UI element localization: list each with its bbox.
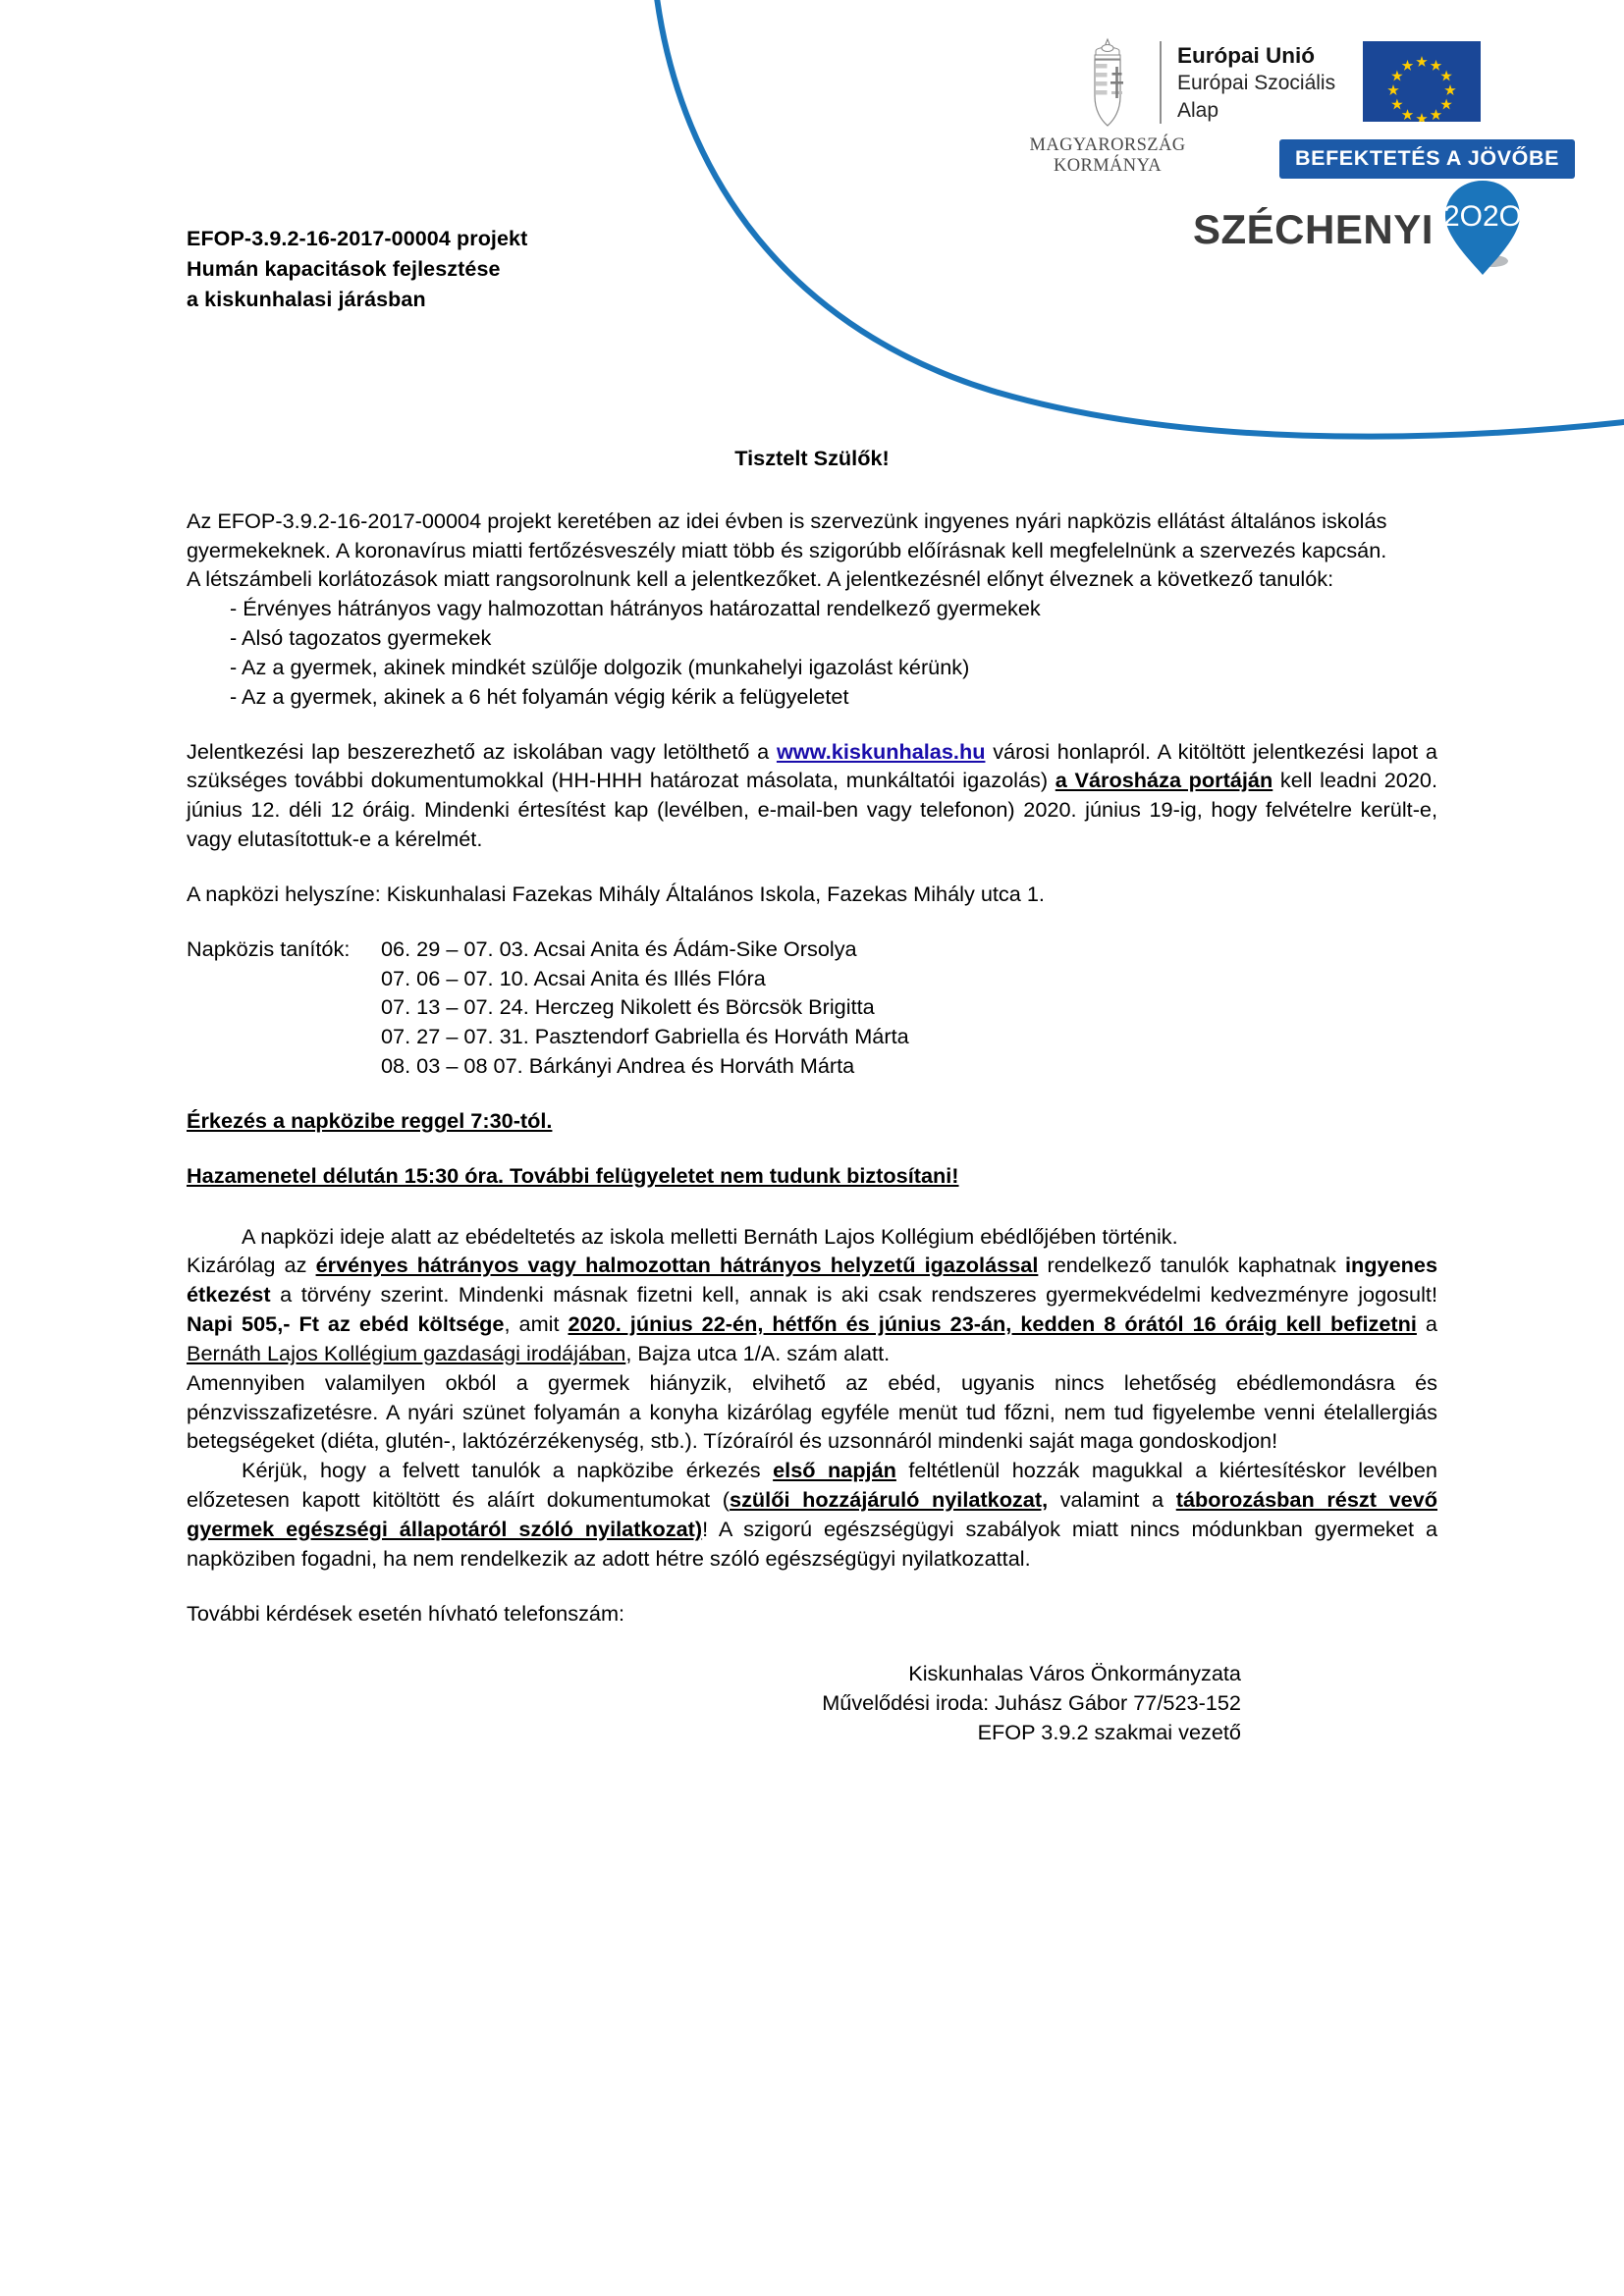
project-line-2: Humán kapacitások fejlesztése [187, 256, 501, 281]
meals-paragraph-2 [187, 1251, 1437, 1367]
teacher-row: 07. 13 – 07. 24. Herczeg Nikolett és Börcsök Brigitta [381, 994, 875, 1020]
eu-line-1: Európai Unió [1177, 43, 1315, 68]
documents-seg-1: Kérjük, hogy a felvett tanulók a napközibe érkezés [242, 1458, 774, 1483]
meals-paragraph-1: A napközi ideje alatt az ebédeltetés az iskola melletti Bernáth Lajos Kollégium ebédlőjében történik. [242, 1223, 1178, 1249]
header-logo-group [1029, 37, 1596, 177]
teacher-row: 08. 03 – 08 07. Bárkányi Andrea és Horváth Márta [381, 1053, 855, 1079]
application-seg-2: városi honlapról. A kitöltött jelentkezési lapot a szükséges további dokumentumokkal (HH-HHH határozat másolata, munkáltatói igazolás) [187, 738, 1437, 793]
documents-seg-3: valamint a [1048, 1487, 1176, 1513]
gov-label-line2: KORMÁNYA [1053, 156, 1163, 177]
project-line-1: EFOP-3.9.2-16-2017-00004 projekt [187, 227, 528, 250]
application-seg-1: Jelentkezési lap beszerezhető az iskolában vagy letölthető a [187, 738, 777, 764]
project-line-3: a kiskunhalasi járásban [187, 287, 426, 311]
meals-seg-4: , amit [504, 1311, 568, 1337]
city-hall-emphasis: a Városháza portáján [1055, 768, 1273, 793]
priority-criteria-list [187, 594, 1437, 711]
teachers-list [381, 934, 1437, 1081]
european-union-flag-icon [1363, 41, 1481, 122]
meals-seg-6: , Bajza utca 1/A. szám alatt. [625, 1340, 891, 1365]
payment-office-emphasis: Bernáth Lajos Kollégium gazdasági irodájában [187, 1340, 626, 1365]
hungarian-coat-of-arms-icon [1082, 37, 1133, 132]
teachers-schedule [187, 934, 1437, 1081]
teacher-row: 07. 27 – 07. 31. Pasztendorf Gabriella és Horváth Márta [381, 1024, 909, 1049]
documents-seg-4: ! A szigorú egészségügyi szabályok miatt nincs módunkban gyermeket a napköziben fogadni, ha nem rendelkezik az adott hétre szóló egészségügyi nyilatkozattal. [187, 1516, 1437, 1571]
list-item: - Alsó tagozatos gyermekek [230, 625, 492, 651]
health-declaration-emphasis: táborozásban részt vevő gyermek egészségi állapotáról szóló nyilatkozat) [187, 1487, 1437, 1541]
phone-inquiry-line: További kérdések esetén hívható telefonszám: [187, 1600, 625, 1626]
project-header-text [187, 224, 527, 315]
investing-in-future-badge: BEFEKTETÉS A JÖVŐBE [1279, 139, 1575, 179]
documents-seg-2: feltétlenül hozzák magukkal a kiértesítéskor levélben előzetesen kapott kitöltött és aláírt dokumentumokat ( [187, 1458, 1437, 1513]
hungary-government-label [1030, 135, 1186, 177]
meals-seg-5: a [1416, 1311, 1437, 1337]
eu-line-3: Alap [1177, 98, 1219, 122]
daily-meal-cost-emphasis: Napi 505,- Ft az ebéd költsége [187, 1311, 505, 1337]
application-paragraph [187, 737, 1437, 854]
teacher-row: 06. 29 – 07. 03. Acsai Anita és Ádám-Sike Orsolya [381, 935, 857, 961]
document-body [187, 444, 1437, 1747]
szechenyi-pin-icon [1441, 179, 1524, 281]
departure-notice: Hazamenetel délután 15:30 óra. További felügyeletet nem tudunk biztosítani! [187, 1162, 959, 1188]
disadvantaged-certificate-emphasis: érvényes hátrányos vagy halmozottan hátrányos helyzetű igazolással [315, 1253, 1039, 1278]
documents-paragraph [187, 1456, 1437, 1573]
gov-label-line1: MAGYARORSZÁG [1029, 135, 1186, 155]
payment-dates-emphasis: 2020. június 22-én, hétfőn és június 23-án, kedden 8 órától 16 óráig kell befizetni [568, 1311, 1417, 1337]
kiskunhalas-website-link[interactable]: www.kiskunhalas.hu [776, 738, 986, 764]
salutation: Tisztelt Szülők! [734, 446, 890, 470]
venue-paragraph: A napközi helyszíne: Kiskunhalasi Fazekas Mihály Általános Iskola, Fazekas Mihály utca 1. [187, 881, 1045, 906]
first-day-emphasis: első napján [773, 1458, 896, 1483]
eu-line-2: Európai Szociális [1177, 72, 1336, 95]
signature-line-2: Művelődési iroda: Juhász Gábor 77/523-152 [822, 1690, 1241, 1716]
signature-line-3: EFOP 3.9.2 szakmai vezető [977, 1719, 1241, 1744]
free-meal-emphasis: ingyenes étkezést [187, 1253, 1438, 1308]
meals-seg-1: Kizárólag az [187, 1253, 316, 1278]
meals-seg-2: rendelkező tanulók kaphatnak [1038, 1253, 1345, 1278]
parental-consent-emphasis: szülői hozzájáruló nyilatkozat, [730, 1487, 1049, 1513]
intro-paragraph-2: A létszámbeli korlátozások miatt rangsorolnunk kell a jelentkezőket. A jelentkezésnél előnyt élveznek a következő tanulók: [187, 566, 1334, 592]
hungary-coat-of-arms-block [1029, 37, 1186, 177]
list-item: - Az a gyermek, akinek a 6 hét folyamán végig kérik a felügyeletet [230, 683, 849, 709]
eu-text-block [1160, 41, 1335, 124]
application-seg-3: kell leadni 2020. június 12. déli 12 óráig. Mindenki értesítést kap (levélben, e-mail-ben vagy telefonon) 2020. június 19-ig, hogy felvételre került-e, vagy elutasítottuk-e a kérelmét. [187, 768, 1437, 852]
szechenyi-2020-logo [1193, 179, 1524, 281]
teachers-label: Napközis tanítók: [187, 935, 351, 961]
meals-seg-3: a törvény szerint. Mindenki másnak fizetni kell, annak is aki csak rendszeres gyermekvédelmi kedvezményre jogosult! [270, 1282, 1437, 1308]
szechenyi-wordmark: SZÉCHENYI [1193, 206, 1434, 252]
list-item: - Az a gyermek, akinek mindkét szülője dolgozik (munkahelyi igazolást kérünk) [230, 654, 970, 679]
intro-paragraph-1: Az EFOP-3.9.2-16-2017-00004 projekt keretében az idei évben is szervezünk ingyenes nyári napközis ellátást általános iskolás gyermekeknek. A koronavírus miatti fertőzésveszély miatt több és szigorúbb előírásnak kell megfelelnünk a szervezés kapcsán. [187, 507, 1387, 562]
list-item: - Érvényes hátrányos vagy halmozottan hátrányos határozattal rendelkező gyermekek [230, 596, 1041, 621]
arrival-notice: Érkezés a napközibe reggel 7:30-tól. [187, 1107, 553, 1133]
svg-text:2O2O: 2O2O [1442, 200, 1522, 233]
meals-paragraph-3: Amennyiben valamilyen okból a gyermek hiányzik, elvihető az ebéd, ugyanis nincs lehetőség ebédlemondásra és pénzvisszafizetésre. A nyári szünet folyamán a konyha kizárólag egyféle menüt tud főzni, nem tud figyelembe venni ételallergiás betegségeket (diéta, glutén-, laktózérzékenység, stb.). Tízóraíról és uzsonnáról mindenki saját maga gondoskodjon! [187, 1369, 1437, 1454]
signature-line-1: Kiskunhalas Város Önkormányzata [908, 1661, 1241, 1686]
teacher-row: 07. 06 – 07. 10. Acsai Anita és Illés Flóra [381, 965, 766, 990]
signature-block [187, 1659, 1437, 1746]
